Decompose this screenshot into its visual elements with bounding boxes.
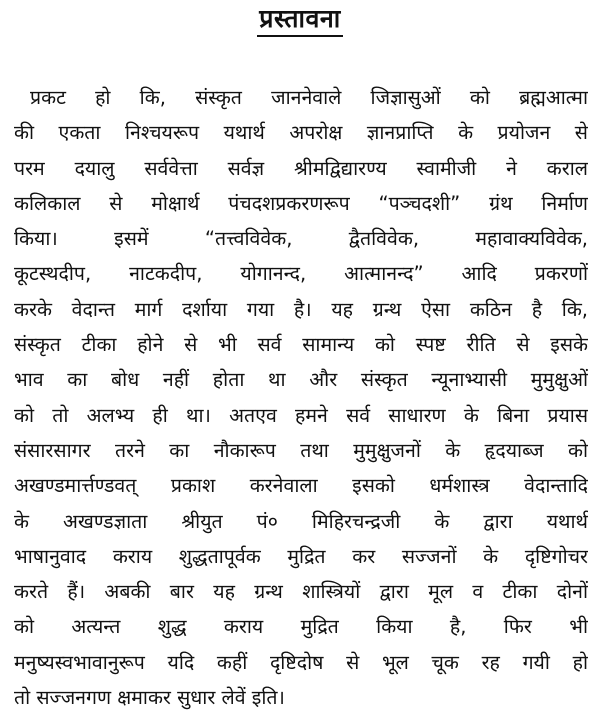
text-line: के अखण्डज्ञाता श्रीयुत पं० मिहिरचन्द्रजी के द्वारा यथार्थ bbox=[14, 509, 588, 533]
page-title bbox=[0, 4, 600, 37]
text-line: कलिकाल से मोक्षार्थ पंचदशप्रकरणरूप “पञ्चदशी” ग्रंथ निर्माण bbox=[14, 191, 588, 215]
text-line: प्रकट हो कि, संस्कृत जाननेवाले जिज्ञासुओं को ब्रह्मआत्मा bbox=[30, 86, 588, 109]
text-line: को तो अलभ्य ही था। अतएव हमने सर्व साधारण के बिना प्रयास bbox=[14, 403, 588, 427]
text-line: कूटस्थदीप, नाटकदीप, योगानन्द, आत्मानन्द” आदि प्रकरणों bbox=[14, 262, 588, 286]
preface-paragraph bbox=[14, 80, 588, 715]
text-line: भाव का बोध नहीं होता था और संस्कृत न्यूनाभ्यासी मुमुक्षुओं bbox=[14, 368, 588, 392]
page-title-text: प्रस्तावना bbox=[257, 4, 342, 37]
text-line: मनुष्यस्वभावानुरूप यदि कहीं दृष्टिदोष से भूल चूक रह गयी हो bbox=[14, 650, 588, 674]
text-line: संसारसागर तरने का नौकारूप तथा मुमुक्षुजनों के हृदयाब्ज को bbox=[14, 438, 588, 462]
text-line: संस्कृत टीका होने से भी सर्व सामान्य को स्पष्ट रीति से इसके bbox=[14, 333, 588, 357]
text-line: करते हैं। अबकी बार यह ग्रन्थ शास्त्रियों द्वारा मूल व टीका दोनों bbox=[14, 580, 588, 604]
text-line: करके वेदान्त मार्ग दर्शाया गया है। यह ग्रन्थ ऐसा कठिन है कि, bbox=[14, 297, 588, 321]
text-line: तो सज्जनगण क्षमाकर सुधार लेवें इति। bbox=[14, 686, 285, 710]
text-line: को अत्यन्त शुद्ध कराय मुद्रित किया है, फिर भी bbox=[14, 615, 588, 639]
text-line: भाषानुवाद कराय शुद्धतापूर्वक मुद्रित कर सज्जनों के दृष्टिगोचर bbox=[14, 544, 588, 568]
text-line: अखण्डमार्त्तण्डवत् प्रकाश करनेवाला इसको धर्मशास्त्र वेदान्तादि bbox=[14, 474, 588, 498]
text-line: की एकता निश्चयरूप यथार्थ अपरोक्ष ज्ञानप्राप्ति के प्रयोजन से bbox=[14, 121, 588, 145]
text-line: किया। इसमें “तत्त्वविवेक, द्वैतविवेक, महावाक्यविवेक, bbox=[14, 227, 588, 251]
text-line: परम दयालु सर्ववेत्ता सर्वज्ञ श्रीमद्विद्यारण्य स्वामीजी ने कराल bbox=[14, 156, 588, 180]
